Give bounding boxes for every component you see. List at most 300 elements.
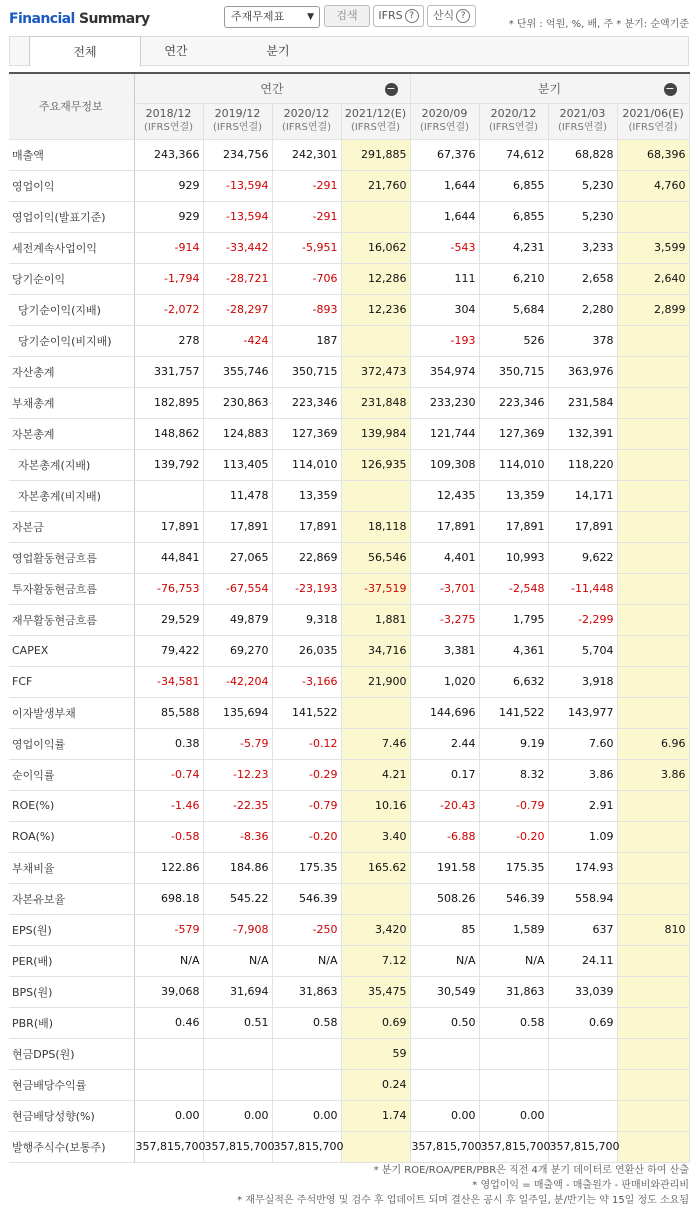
- column-basis: (IFRS연결): [419, 122, 470, 133]
- table-cell: [548, 1069, 617, 1100]
- table-cell: [134, 1038, 203, 1069]
- row-label: 당기순이익: [9, 263, 134, 294]
- row-label: 영업이익: [9, 170, 134, 201]
- table-cell: 27,065: [203, 542, 272, 573]
- column-basis: (IFRS연결): [143, 122, 194, 133]
- table-cell: 191.58: [410, 852, 479, 883]
- table-cell: N/A: [479, 945, 548, 976]
- table-cell: -914: [134, 232, 203, 263]
- table-cell: [617, 480, 689, 511]
- table-row: [9, 821, 689, 852]
- table-row: [9, 294, 689, 325]
- table-cell: 526: [479, 325, 548, 356]
- row-label: BPS(원): [9, 976, 134, 1007]
- table-cell: 6,632: [479, 666, 548, 697]
- table-cell: [479, 1038, 548, 1069]
- row-label: 자본총계(비지배): [9, 480, 134, 511]
- table-cell: 3.86: [548, 759, 617, 790]
- table-cell: 29,529: [134, 604, 203, 635]
- table-row: [9, 883, 689, 914]
- table-cell: 85,588: [134, 697, 203, 728]
- table-cell: [617, 604, 689, 635]
- formula-help-button[interactable]: [427, 5, 476, 27]
- table-cell: 13,359: [479, 480, 548, 511]
- table-cell: 184.86: [203, 852, 272, 883]
- table-cell: 7.12: [341, 945, 410, 976]
- ifrs-label: IFRS: [378, 9, 403, 22]
- table-cell: 1,644: [410, 201, 479, 232]
- table-cell: -0.20: [479, 821, 548, 852]
- table-cell: 109,308: [410, 449, 479, 480]
- table-cell: 6.96: [617, 728, 689, 759]
- table-cell: 17,891: [272, 511, 341, 542]
- tab-quarterly[interactable]: 분기: [266, 44, 290, 58]
- table-cell: [341, 697, 410, 728]
- table-cell: 0.46: [134, 1007, 203, 1038]
- table-cell: 16,062: [341, 232, 410, 263]
- table-cell: 7.46: [341, 728, 410, 759]
- table-row: [9, 697, 689, 728]
- table-cell: 0.38: [134, 728, 203, 759]
- table-cell: 22,869: [272, 542, 341, 573]
- table-cell: [617, 418, 689, 449]
- table-cell: 278: [134, 325, 203, 356]
- row-label: 재무활동현금흐름: [9, 604, 134, 635]
- table-cell: 132,391: [548, 418, 617, 449]
- table-cell: 1.74: [341, 1100, 410, 1131]
- table-cell: 3,599: [617, 232, 689, 263]
- table-cell: N/A: [134, 945, 203, 976]
- row-label: PBR(배): [9, 1007, 134, 1038]
- table-cell: [617, 1131, 689, 1162]
- row-label: 영업활동현금흐름: [9, 542, 134, 573]
- table-cell: 357,815,700: [410, 1131, 479, 1162]
- table-cell: 148,862: [134, 418, 203, 449]
- table-cell: -2,072: [134, 294, 203, 325]
- table-cell: 231,584: [548, 387, 617, 418]
- table-cell: [548, 1100, 617, 1131]
- table-cell: 545.22: [203, 883, 272, 914]
- table-cell: -424: [203, 325, 272, 356]
- row-label: 현금배당수익률: [9, 1069, 134, 1100]
- table-cell: 113,405: [203, 449, 272, 480]
- table-cell: [617, 542, 689, 573]
- table-cell: 929: [134, 170, 203, 201]
- table-cell: 11,478: [203, 480, 272, 511]
- table-cell: [548, 1038, 617, 1069]
- table-cell: 0.00: [203, 1100, 272, 1131]
- tab-all[interactable]: 전체: [29, 36, 141, 67]
- table-row: [9, 325, 689, 356]
- row-label: 영업이익(발표기준): [9, 201, 134, 232]
- table-row: [9, 1100, 689, 1131]
- table-cell: 26,035: [272, 635, 341, 666]
- row-label: 당기순이익(지배): [9, 294, 134, 325]
- table-cell: -20.43: [410, 790, 479, 821]
- table-cell: 39,068: [134, 976, 203, 1007]
- table-cell: 558.94: [548, 883, 617, 914]
- table-cell: 243,366: [134, 139, 203, 170]
- table-row: [9, 356, 689, 387]
- row-label: CAPEX: [9, 635, 134, 666]
- collapse-icon[interactable]: −: [386, 82, 396, 95]
- table-cell: -0.12: [272, 728, 341, 759]
- column-period: 2020/09: [421, 107, 468, 120]
- table-cell: -42,204: [203, 666, 272, 697]
- table-cell: 182,895: [134, 387, 203, 418]
- table-cell: 17,891: [134, 511, 203, 542]
- table-cell: 0.50: [410, 1007, 479, 1038]
- table-cell: 17,891: [203, 511, 272, 542]
- table-cell: 357,815,700: [548, 1131, 617, 1162]
- annual-group-label: 연간: [260, 81, 284, 96]
- table-cell: 10,993: [479, 542, 548, 573]
- table-cell: 231,848: [341, 387, 410, 418]
- table-cell: 9,318: [272, 604, 341, 635]
- row-label: FCF: [9, 666, 134, 697]
- table-cell: [617, 790, 689, 821]
- column-basis: (IFRS연결): [488, 122, 539, 133]
- column-period: 2021/06(E): [622, 107, 684, 120]
- table-cell: 3,233: [548, 232, 617, 263]
- table-cell: 118,220: [548, 449, 617, 480]
- column-header: [134, 103, 203, 139]
- table-cell: -12.23: [203, 759, 272, 790]
- table-cell: 331,757: [134, 356, 203, 387]
- table-cell: [617, 573, 689, 604]
- table-row: [9, 480, 689, 511]
- table-cell: 5,684: [479, 294, 548, 325]
- column-period: 2020/12: [490, 107, 537, 120]
- table-cell: 0.69: [548, 1007, 617, 1038]
- table-cell: 35,475: [341, 976, 410, 1007]
- row-label: 세전계속사업이익: [9, 232, 134, 263]
- financial-summary-table: [9, 72, 690, 1163]
- table-cell: 31,863: [479, 976, 548, 1007]
- table-row: [9, 790, 689, 821]
- row-label: 부채총계: [9, 387, 134, 418]
- column-header: [203, 103, 272, 139]
- quarter-group-label: 분기: [537, 81, 562, 96]
- row-label: 영업이익률: [9, 728, 134, 759]
- table-cell: 33,039: [548, 976, 617, 1007]
- table-cell: 508.26: [410, 883, 479, 914]
- table-cell: -5,951: [272, 232, 341, 263]
- table-cell: [617, 1100, 689, 1131]
- table-cell: 69,270: [203, 635, 272, 666]
- table-cell: 24.11: [548, 945, 617, 976]
- table-cell: 3,420: [341, 914, 410, 945]
- table-cell: -543: [410, 232, 479, 263]
- table-cell: 174.93: [548, 852, 617, 883]
- table-cell: 378: [548, 325, 617, 356]
- table-cell: -37,519: [341, 573, 410, 604]
- table-cell: 127,369: [479, 418, 548, 449]
- table-cell: [617, 821, 689, 852]
- table-cell: [617, 1038, 689, 1069]
- column-header: [410, 103, 479, 139]
- table-cell: 144,696: [410, 697, 479, 728]
- table-cell: 121,744: [410, 418, 479, 449]
- table-cell: [617, 387, 689, 418]
- row-label: 자산총계: [9, 356, 134, 387]
- table-row: [9, 573, 689, 604]
- table-row: [9, 511, 689, 542]
- table-row: [9, 263, 689, 294]
- table-cell: 31,863: [272, 976, 341, 1007]
- table-cell: -3,166: [272, 666, 341, 697]
- table-row: [9, 976, 689, 1007]
- table-cell: 126,935: [341, 449, 410, 480]
- table-cell: 4,401: [410, 542, 479, 573]
- table-cell: -33,442: [203, 232, 272, 263]
- table-cell: 79,422: [134, 635, 203, 666]
- table-cell: 8.32: [479, 759, 548, 790]
- table-row: [9, 604, 689, 635]
- help-icon: ?: [405, 9, 419, 23]
- chevron-down-icon: ▼: [307, 12, 314, 22]
- table-cell: -0.58: [134, 821, 203, 852]
- unit-note: * 단위 : 억원, %, 배, 주 * 분기: 순액기준: [508, 19, 689, 30]
- row-label: ROA(%): [9, 821, 134, 852]
- table-cell: 291,885: [341, 139, 410, 170]
- search-button[interactable]: 검색: [324, 5, 370, 27]
- row-label: 자본금: [9, 511, 134, 542]
- footnote-annualized: * 분기 ROE/ROA/PER/PBR은 직전 4개 분기 데이터로 연환산 하여 산출: [373, 1165, 689, 1176]
- row-label: 발행주식수(보통주): [9, 1131, 134, 1162]
- table-cell: 0.00: [410, 1100, 479, 1131]
- row-label: 자본총계(지배): [9, 449, 134, 480]
- table-cell: 0.69: [341, 1007, 410, 1038]
- table-row: [9, 170, 689, 201]
- table-cell: 5,704: [548, 635, 617, 666]
- table-cell: 234,756: [203, 139, 272, 170]
- row-label: 부채비율: [9, 852, 134, 883]
- corner-header: 주요재무정보: [9, 73, 134, 139]
- table-cell: 3,918: [548, 666, 617, 697]
- quarter-group-header: [410, 73, 689, 103]
- footnotes: [237, 1163, 689, 1208]
- table-cell: -22.35: [203, 790, 272, 821]
- table-cell: -1.46: [134, 790, 203, 821]
- table-cell: 9,622: [548, 542, 617, 573]
- table-row: [9, 945, 689, 976]
- table-cell: [134, 480, 203, 511]
- table-cell: 0.58: [272, 1007, 341, 1038]
- table-cell: 12,286: [341, 263, 410, 294]
- table-cell: 122.86: [134, 852, 203, 883]
- table-cell: -13,594: [203, 170, 272, 201]
- table-cell: 175.35: [479, 852, 548, 883]
- table-cell: 175.35: [272, 852, 341, 883]
- table-cell: 355,746: [203, 356, 272, 387]
- row-label: 자본유보율: [9, 883, 134, 914]
- table-row: [9, 387, 689, 418]
- table-cell: [617, 449, 689, 480]
- table-cell: 17,891: [479, 511, 548, 542]
- column-period: 2020/12: [283, 107, 330, 120]
- table-cell: -0.20: [272, 821, 341, 852]
- ifrs-help-button[interactable]: [373, 5, 424, 27]
- table-cell: 357,815,700: [479, 1131, 548, 1162]
- collapse-icon[interactable]: −: [665, 82, 675, 95]
- table-cell: 1,644: [410, 170, 479, 201]
- table-row: [9, 449, 689, 480]
- table-cell: 546.39: [479, 883, 548, 914]
- table-cell: 114,010: [272, 449, 341, 480]
- column-header: [341, 103, 410, 139]
- column-header: [479, 103, 548, 139]
- table-cell: N/A: [272, 945, 341, 976]
- table-cell: 4,361: [479, 635, 548, 666]
- row-label: ROE(%): [9, 790, 134, 821]
- table-cell: 0.58: [479, 1007, 548, 1038]
- table-row: [9, 1007, 689, 1038]
- table-cell: -1,794: [134, 263, 203, 294]
- table-cell: -5.79: [203, 728, 272, 759]
- row-label: 현금배당성향(%): [9, 1100, 134, 1131]
- table-cell: -23,193: [272, 573, 341, 604]
- table-cell: 230,863: [203, 387, 272, 418]
- table-row: [9, 1069, 689, 1100]
- tab-annual[interactable]: 연간: [164, 44, 188, 58]
- table-cell: -34,581: [134, 666, 203, 697]
- table-cell: N/A: [410, 945, 479, 976]
- table-cell: [341, 480, 410, 511]
- row-label: 자본총계: [9, 418, 134, 449]
- title-financial: Financial: [9, 11, 75, 27]
- table-cell: 12,236: [341, 294, 410, 325]
- table-cell: 49,879: [203, 604, 272, 635]
- table-cell: -0.79: [479, 790, 548, 821]
- table-cell: 0.24: [341, 1069, 410, 1100]
- statement-type-select[interactable]: [224, 6, 320, 28]
- table-cell: [617, 883, 689, 914]
- table-cell: -2,548: [479, 573, 548, 604]
- annual-group-header: [134, 73, 410, 103]
- table-row: [9, 852, 689, 883]
- table-cell: 34,716: [341, 635, 410, 666]
- table-row: [9, 1038, 689, 1069]
- table-cell: 0.00: [272, 1100, 341, 1131]
- table-cell: 1,589: [479, 914, 548, 945]
- table-cell: 242,301: [272, 139, 341, 170]
- table-cell: [341, 325, 410, 356]
- table-cell: 223,346: [479, 387, 548, 418]
- row-label: 투자활동현금흐름: [9, 573, 134, 604]
- table-row: [9, 728, 689, 759]
- column-period: 2019/12: [214, 107, 261, 120]
- title-summary: Summary: [78, 11, 150, 27]
- table-cell: [617, 356, 689, 387]
- table-cell: 4,760: [617, 170, 689, 201]
- table-cell: -893: [272, 294, 341, 325]
- table-cell: -193: [410, 325, 479, 356]
- table-cell: 59: [341, 1038, 410, 1069]
- table-cell: 44,841: [134, 542, 203, 573]
- table-cell: [341, 883, 410, 914]
- table-cell: 0.00: [134, 1100, 203, 1131]
- table-cell: [272, 1038, 341, 1069]
- table-row: [9, 201, 689, 232]
- table-cell: 637: [548, 914, 617, 945]
- table-cell: 0.17: [410, 759, 479, 790]
- table-cell: -250: [272, 914, 341, 945]
- table-cell: -76,753: [134, 573, 203, 604]
- table-cell: 30,549: [410, 976, 479, 1007]
- column-basis: (IFRS연결): [212, 122, 263, 133]
- table-cell: 929: [134, 201, 203, 232]
- table-cell: 17,891: [410, 511, 479, 542]
- table-cell: 187: [272, 325, 341, 356]
- table-cell: [617, 1069, 689, 1100]
- table-row: [9, 635, 689, 666]
- table-cell: 1,020: [410, 666, 479, 697]
- row-label: 현금DPS(원): [9, 1038, 134, 1069]
- table-cell: 3,381: [410, 635, 479, 666]
- table-row: [9, 418, 689, 449]
- table-cell: 165.62: [341, 852, 410, 883]
- table-cell: 12,435: [410, 480, 479, 511]
- table-cell: 111: [410, 263, 479, 294]
- table-cell: 56,546: [341, 542, 410, 573]
- table-cell: [617, 1007, 689, 1038]
- table-cell: [203, 1038, 272, 1069]
- table-cell: 363,976: [548, 356, 617, 387]
- table-row: [9, 542, 689, 573]
- table-cell: -67,554: [203, 573, 272, 604]
- table-cell: 135,694: [203, 697, 272, 728]
- table-cell: 31,694: [203, 976, 272, 1007]
- table-cell: 5,230: [548, 170, 617, 201]
- table-cell: 1.09: [548, 821, 617, 852]
- table-cell: 68,828: [548, 139, 617, 170]
- page-title: [9, 11, 149, 27]
- table-cell: 2,658: [548, 263, 617, 294]
- table-cell: [617, 976, 689, 1007]
- table-cell: 546.39: [272, 883, 341, 914]
- table-cell: [617, 945, 689, 976]
- table-cell: -13,594: [203, 201, 272, 232]
- column-basis: (IFRS연결): [281, 122, 332, 133]
- table-cell: 5,230: [548, 201, 617, 232]
- table-cell: 1,795: [479, 604, 548, 635]
- table-cell: 74,612: [479, 139, 548, 170]
- table-cell: [203, 1069, 272, 1100]
- table-cell: -11,448: [548, 573, 617, 604]
- table-cell: 139,792: [134, 449, 203, 480]
- table-cell: 2,640: [617, 263, 689, 294]
- period-tabs: [9, 36, 689, 66]
- table-cell: -8.36: [203, 821, 272, 852]
- column-basis: (IFRS연결): [557, 122, 608, 133]
- table-cell: 127,369: [272, 418, 341, 449]
- table-cell: -0.29: [272, 759, 341, 790]
- table-cell: [617, 201, 689, 232]
- table-cell: 6,210: [479, 263, 548, 294]
- table-cell: [134, 1069, 203, 1100]
- table-cell: 85: [410, 914, 479, 945]
- table-cell: [617, 697, 689, 728]
- formula-label: 산식: [432, 9, 455, 22]
- table-cell: [617, 635, 689, 666]
- table-cell: [617, 852, 689, 883]
- help-icon: ?: [456, 9, 470, 23]
- table-cell: 2,280: [548, 294, 617, 325]
- table-cell: [341, 1131, 410, 1162]
- table-cell: -6.88: [410, 821, 479, 852]
- column-header: [617, 103, 689, 139]
